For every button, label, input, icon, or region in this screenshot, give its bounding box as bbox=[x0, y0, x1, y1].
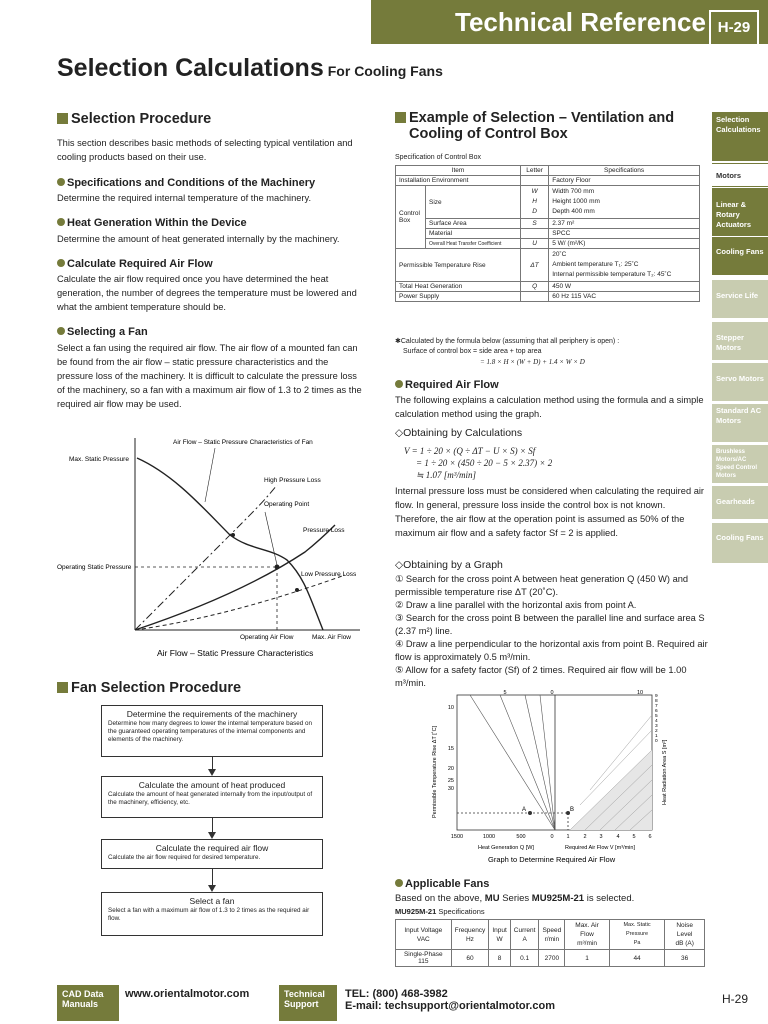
flow-step-3 bbox=[101, 839, 323, 869]
flow-step-2-desc: Calculate the amount of heat generated internally from the input/output of the machinery, efficiency, etc. bbox=[108, 791, 313, 806]
calc-text: Internal pressure loss must be considered when calculating the required air flow. In general, pressure loss inside the control box is not known. Therefore, the air flow at the operation point is assumed as 50% of the maximum air flow and a safety factor Sf = 2 is applied. bbox=[395, 486, 705, 538]
surface-note: ✱Calculated by the formula below (assuming that all periphery is open) : Surface of control box = side area + top area = 1.8 × H × (W + D) + 1.4 × W × D bbox=[395, 338, 620, 366]
graph-caption: Graph to Determine Required Air Flow bbox=[488, 855, 616, 864]
sidebar-item-selection-calculations[interactable]: Selection Calculations bbox=[712, 112, 768, 161]
sidebar-item-gearheads[interactable]: Gearheads bbox=[712, 486, 768, 519]
sidebar-item-servo-motors[interactable]: Servo Motors bbox=[712, 363, 768, 401]
arrow-down-icon bbox=[208, 769, 216, 776]
footer-email[interactable]: E-mail: techsupport@orientalmotor.com bbox=[345, 1000, 555, 1012]
flow-step-2 bbox=[101, 776, 323, 818]
item-text-4: Select a fan using the required air flow. The air flow of a mounted fan can be found from the air flow – static pressure characteristics and the pressure loss of the machinery. It is difficult to calculate the pressure loss of the machinery, so a fan with a maximum air flow of 1.3 to 2 times as the required air flow may be used. bbox=[57, 343, 362, 409]
right-tick: 1 bbox=[655, 734, 658, 739]
flow-step-1-desc: Determine how many degrees to lower the internal temperature based on the guaranteed operating temperatures of the internal components and elements of the machinery. bbox=[108, 720, 313, 743]
square-bullet-icon bbox=[57, 113, 68, 124]
right-tick: 6 bbox=[655, 709, 658, 714]
page-title bbox=[57, 54, 443, 83]
chart1-caption: Air Flow – Static Pressure Characteristics bbox=[157, 648, 314, 658]
high-pressure-loss-curve bbox=[135, 485, 277, 630]
heat-generation-lines bbox=[470, 695, 555, 830]
x-right-tick: 5 bbox=[632, 834, 636, 840]
operating-air-flow-label: Operating Air Flow bbox=[240, 634, 294, 641]
x-right-tick: 2 bbox=[583, 834, 587, 840]
flow-step-4-title: Select a fan bbox=[189, 896, 235, 906]
sidebar-item-motors[interactable]: Motors bbox=[712, 163, 768, 187]
arrow-down-icon bbox=[208, 832, 216, 839]
graph-steps: ① Search for the cross point A between heat generation Q (450 W) and permissible temperature rise ΔT (20˚C). ② Draw a line parallel with the horizontal axis from point A. ③ Search for the cross point B between the parallel line and surface area S (2.37 m²) line. ④ Draw a line perpendicular to the horizontal axis from point B. Required air flow is approximately 0.5 m³/min. ⑤ Allow for a safety factor (Sf) of 2 times. Required air flow will be 1.00 m³/min. bbox=[395, 574, 708, 688]
right-tick: 8 bbox=[655, 699, 658, 704]
control-box-spec-table bbox=[395, 165, 700, 302]
low-pressure-loss-curve bbox=[135, 575, 345, 630]
example-heading: Example of Selection – Ventilation and Cooling of Control Box bbox=[395, 110, 674, 142]
footer-contact bbox=[345, 988, 555, 1012]
x-left-tick: 1000 bbox=[482, 834, 496, 840]
operating-point-marker bbox=[275, 565, 280, 570]
point-a-marker bbox=[528, 811, 532, 815]
page-title-main: Selection Calculations bbox=[57, 54, 324, 82]
required-air-flow-heading: Required Air Flow bbox=[395, 379, 499, 391]
top-tick: 5 bbox=[503, 690, 507, 696]
dot-bullet-icon bbox=[57, 327, 65, 335]
table-row: Permissible Temperature Rise ΔT 20˚C Ambient temperature T₁: 25˚C Internal permissible temperature T₂: 45˚C bbox=[396, 249, 700, 282]
footer-page-number: H-29 bbox=[722, 992, 749, 1006]
table-row: Surface Area S 2.37 m² bbox=[396, 219, 700, 229]
item-heading-3: Calculate Required Air Flow bbox=[57, 258, 213, 270]
required-air-flow-text: The following explains a calculation method using the formula and a simple calculation method using the graph. bbox=[395, 395, 704, 419]
max-air-flow-label: Max. Air Flow bbox=[312, 634, 352, 641]
right-tick: 7 bbox=[655, 704, 658, 709]
sidebar-item-stepper-motors[interactable]: Stepper Motors bbox=[712, 322, 768, 360]
sidebar-item-brushless[interactable]: Brushless Motors/AC Speed Control Motors bbox=[712, 445, 768, 483]
right-tick: 4 bbox=[655, 719, 658, 724]
x-right-tick: 3 bbox=[599, 834, 603, 840]
footer-url[interactable]: www.orientalmotor.com bbox=[125, 988, 250, 1000]
table-row: Input Voltage VAC Frequency Hz Input W Current A Speed r/min Max. Air Flow m³/min Max. Static Pressure Pa Noise Level dB (A) bbox=[396, 920, 705, 950]
sidebar-item-linear-rotary[interactable]: Linear & Rotary Actuators bbox=[712, 188, 768, 236]
curve-label: Air Flow – Static Pressure Characteristics of Fan bbox=[173, 439, 313, 446]
footer-tel: TEL: (800) 468-3982 bbox=[345, 988, 448, 1000]
flow-step-3-title: Calculate the required air flow bbox=[155, 843, 269, 853]
fan-selection-heading: Fan Selection Procedure bbox=[57, 680, 241, 696]
sidebar-item-cooling-fans[interactable]: Cooling Fans bbox=[712, 523, 768, 563]
right-tick: 5 bbox=[655, 714, 658, 719]
header-page-code: H-29 bbox=[709, 10, 759, 46]
flow-step-4-desc: Select a fan with a maximum air flow of 1.3 to 2 times as the required air flow. bbox=[108, 907, 310, 922]
arrow-down-icon bbox=[208, 885, 216, 892]
x-left-tick: 0 bbox=[550, 834, 554, 840]
flow-connector bbox=[212, 869, 213, 886]
operating-point-leader bbox=[265, 512, 277, 565]
table-row: Single-Phase 115 60 8 0.1 2700 1 44 36 bbox=[396, 950, 705, 967]
item-heading-1: Specifications and Conditions of the Machinery bbox=[57, 177, 315, 189]
table-row: Installation Environment Factory Floor bbox=[396, 176, 700, 186]
applicable-fans-heading: Applicable Fans bbox=[395, 878, 489, 890]
required-air-flow-graph bbox=[430, 690, 670, 868]
pressure-loss-label: Pressure Loss bbox=[303, 527, 345, 534]
page-subtitle: For Cooling Fans bbox=[327, 63, 443, 79]
spec-caption: Specification of Control Box bbox=[395, 154, 481, 161]
flow-step-4 bbox=[101, 892, 323, 936]
x-right-tick: 1 bbox=[566, 834, 570, 840]
dot-bullet-icon bbox=[57, 178, 65, 186]
flow-connector bbox=[212, 757, 213, 769]
low-loss-point-marker bbox=[295, 588, 299, 592]
graph-x-right-label: Required Air Flow V [m³/min] bbox=[565, 845, 635, 851]
fan-spec-table bbox=[395, 919, 705, 967]
graph-heading: ◇Obtaining by a Graph bbox=[395, 559, 503, 571]
header-title: Technical Reference bbox=[455, 7, 706, 37]
dot-bullet-icon bbox=[57, 218, 65, 226]
sidebar-item-cooling-fans-group[interactable]: Cooling Fans bbox=[712, 237, 768, 275]
table-row: Overall Heat Transfer Coefficient U 5 W/ (m²/K) bbox=[396, 239, 700, 249]
flow-step-1-title: Determine the requirements of the machinery bbox=[126, 709, 298, 719]
right-tick: 0 bbox=[655, 739, 658, 744]
sidebar-item-standard-ac[interactable]: Standard AC Motors bbox=[712, 404, 768, 442]
footer-cad-data[interactable]: CAD Data Manuals bbox=[57, 985, 119, 1021]
high-loss-point-marker bbox=[231, 533, 235, 537]
table-row: Item Letter Specifications bbox=[396, 166, 700, 176]
x-left-tick: 1500 bbox=[450, 834, 464, 840]
top-tick: 0 bbox=[550, 690, 554, 696]
x-right-tick: 4 bbox=[616, 834, 620, 840]
right-tick: 3 bbox=[655, 724, 658, 729]
calc-formula: V = 1 ÷ 20 × (Q ÷ ΔT − U × S) × Sf = 1 ÷ 20 × (450 ÷ 20 − 5 × 2.37) × 2 ≒ 1.07 [m³/min] bbox=[404, 446, 553, 480]
right-tick: 2 bbox=[655, 729, 658, 734]
selection-procedure-heading: Selection Procedure bbox=[57, 111, 211, 127]
curve-label-leader bbox=[205, 448, 215, 502]
sidebar-item-service-life[interactable]: Service Life bbox=[712, 280, 768, 318]
graph-x-left-label: Heat Generation Q [W] bbox=[478, 845, 534, 851]
right-tick: 9 bbox=[655, 694, 658, 699]
table-row: Control Box Size W H D Width 700 mm Height 1000 mm Depth 400 mm bbox=[396, 186, 700, 219]
top-tick: 10 bbox=[636, 690, 644, 696]
y-tick: 10 bbox=[447, 705, 454, 711]
applicable-fans-text: Based on the above, MU Series MU925M-21 is selected. bbox=[395, 893, 635, 904]
dot-bullet-icon bbox=[395, 380, 403, 388]
item-heading-4: Selecting a Fan bbox=[57, 326, 148, 338]
y-tick: 30 bbox=[447, 786, 454, 792]
x-right-tick: 6 bbox=[648, 834, 652, 840]
item-text-2: Determine the amount of heat generated internally by the machinery. bbox=[57, 234, 340, 244]
item-text-3: Calculate the air flow required once you have determined the heat generation, the number of degrees the temperature must be lowered and what the ambient temperature should be. bbox=[57, 274, 357, 312]
operating-point-label: Operating Point bbox=[264, 501, 310, 508]
square-bullet-icon bbox=[57, 682, 68, 693]
dot-bullet-icon bbox=[395, 879, 403, 887]
high-loss-label: High Pressure Loss bbox=[264, 477, 321, 484]
intro-text: This section describes basic methods of selecting typical ventilation and cooling products based on their use. bbox=[57, 138, 353, 162]
graph-right-label: Heat Radiation Area S [m²] bbox=[662, 739, 668, 805]
operating-static-label: Operating Static Pressure bbox=[57, 564, 132, 571]
footer-tech-support[interactable]: Technical Support bbox=[279, 985, 337, 1021]
calc-heading: ◇Obtaining by Calculations bbox=[395, 427, 523, 439]
graph-ylabel: Permissible Temperature Rise ΔT [˚C] bbox=[432, 725, 438, 818]
max-static-label: Max. Static Pressure bbox=[69, 456, 129, 463]
y-tick: 20 bbox=[447, 766, 454, 772]
x-left-tick: 500 bbox=[516, 834, 526, 840]
y-tick: 25 bbox=[447, 778, 454, 784]
square-bullet-icon bbox=[395, 112, 406, 123]
item-text-1: Determine the required internal temperature of the machinery. bbox=[57, 193, 312, 203]
table-row: Total Heat Generation Q 450 W bbox=[396, 282, 700, 292]
point-a-label: A bbox=[522, 807, 527, 813]
point-b-label: B bbox=[570, 807, 575, 813]
fans-spec-title: MU925M-21 Specifications bbox=[395, 907, 485, 916]
y-tick: 15 bbox=[447, 746, 454, 752]
flow-step-2-title: Calculate the amount of heat produced bbox=[138, 780, 286, 790]
dot-bullet-icon bbox=[57, 259, 65, 267]
low-loss-label: Low Pressure Loss bbox=[301, 571, 357, 578]
table-row: Power Supply 60 Hz 115 VAC bbox=[396, 292, 700, 302]
flow-step-3-desc: Calculate the air flow required for desired temperature. bbox=[108, 854, 261, 861]
flow-connector bbox=[212, 818, 213, 833]
item-heading-2: Heat Generation Within the Device bbox=[57, 217, 247, 229]
air-flow-static-pressure-chart bbox=[55, 430, 370, 665]
table-row: Material SPCC bbox=[396, 229, 700, 239]
flow-step-1 bbox=[101, 705, 323, 757]
